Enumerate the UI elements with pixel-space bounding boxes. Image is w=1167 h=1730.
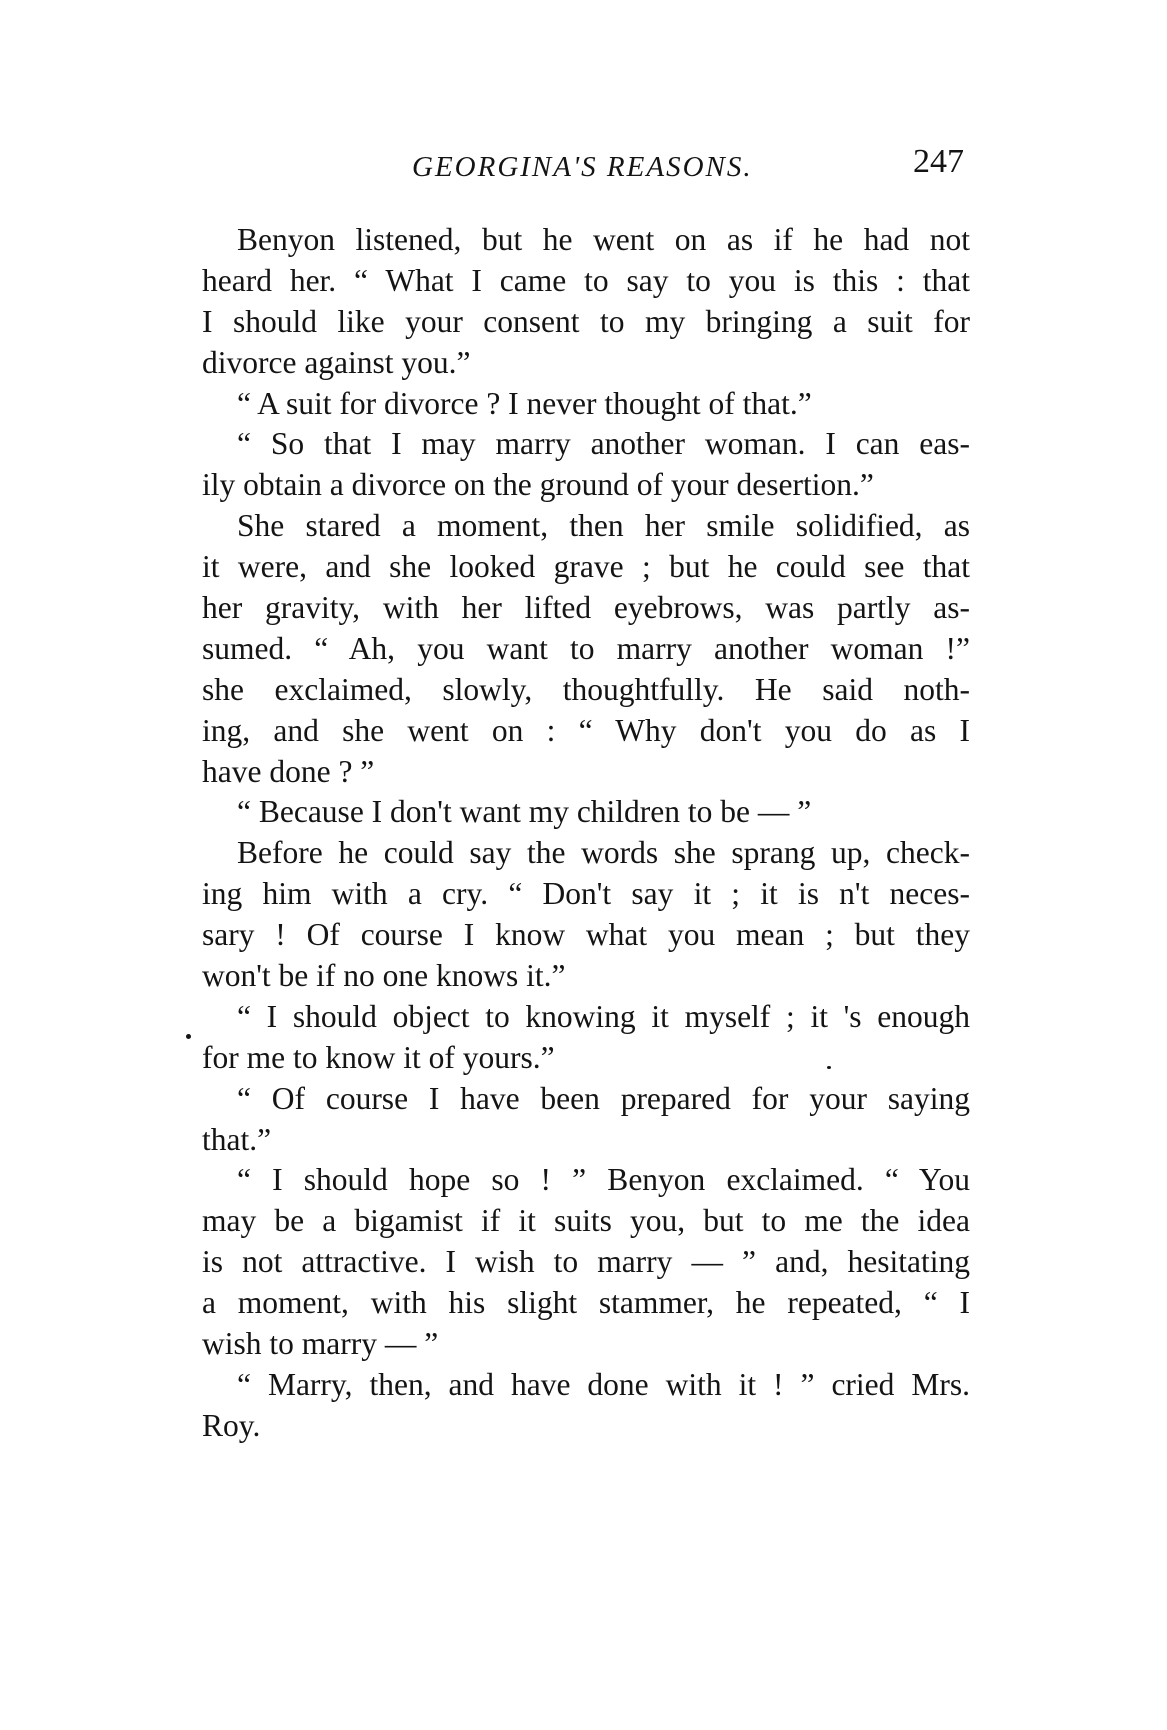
page-number: 247 bbox=[913, 143, 964, 180]
text-line: ing, and she went on : “ Why don't you do as I bbox=[202, 712, 970, 748]
text-line: I should like your consent to my bringing a suit for bbox=[202, 303, 970, 339]
text-line: that.” bbox=[202, 1121, 272, 1157]
text-line: is not attractive. I wish to marry — ” and, hesitating bbox=[202, 1244, 970, 1280]
text-line: “ I should object to knowing it myself ; it 's enough bbox=[237, 998, 970, 1034]
text-line: for me to know it of yours.” bbox=[202, 1039, 555, 1075]
text-line: ily obtain a divorce on the ground of your desertion.” bbox=[202, 467, 874, 503]
text-line: Benyon listened, but he went on as if he had not bbox=[237, 222, 970, 257]
text-line: wish to marry — ” bbox=[202, 1326, 439, 1362]
text-line: Before he could say the words she sprang up, check- bbox=[237, 835, 970, 871]
text-line: “ Because I don't want my children to be — ” bbox=[237, 794, 812, 830]
text-line: “ So that I may marry another woman. I can eas- bbox=[237, 426, 970, 462]
text-line: “ I should hope so ! ” Benyon exclaimed. “ You bbox=[237, 1162, 970, 1198]
text-line: sary ! Of course I know what you mean ; but they bbox=[202, 917, 970, 953]
text-line: her gravity, with her lifted eyebrows, was partly as- bbox=[202, 590, 970, 626]
text-line: a moment, with his slight stammer, he repeated, “ I bbox=[202, 1285, 970, 1321]
text-line: “ Marry, then, and have done with it ! ” cried Mrs. bbox=[237, 1366, 970, 1402]
text-line: She stared a moment, then her smile solidified, as bbox=[237, 508, 970, 544]
text-line: she exclaimed, slowly, thoughtfully. He said noth- bbox=[202, 671, 970, 707]
margin-mark bbox=[186, 1034, 191, 1039]
text-line: Roy. bbox=[202, 1407, 261, 1443]
body-text bbox=[202, 220, 970, 1447]
text-line: ing him with a cry. “ Don't say it ; it is n't neces- bbox=[202, 876, 970, 912]
text-line: sumed. “ Ah, you want to marry another woman !” bbox=[202, 630, 970, 666]
text-line: may be a bigamist if it suits you, but to me the idea bbox=[202, 1203, 970, 1239]
text-line: heard her. “ What I came to say to you is this : that bbox=[202, 262, 970, 298]
text-line: have done ? ” bbox=[202, 753, 375, 789]
text-line: “ Of course I have been prepared for your saying bbox=[237, 1080, 970, 1116]
running-title: GEORGINA'S REASONS. bbox=[412, 151, 753, 183]
text-line: won't be if no one knows it.” bbox=[202, 958, 566, 994]
text-line: “ A suit for divorce ? I never thought of that.” bbox=[237, 385, 812, 421]
text-line: divorce against you.” bbox=[202, 344, 471, 380]
text-line: it were, and she looked grave ; but he could see that bbox=[202, 549, 970, 585]
